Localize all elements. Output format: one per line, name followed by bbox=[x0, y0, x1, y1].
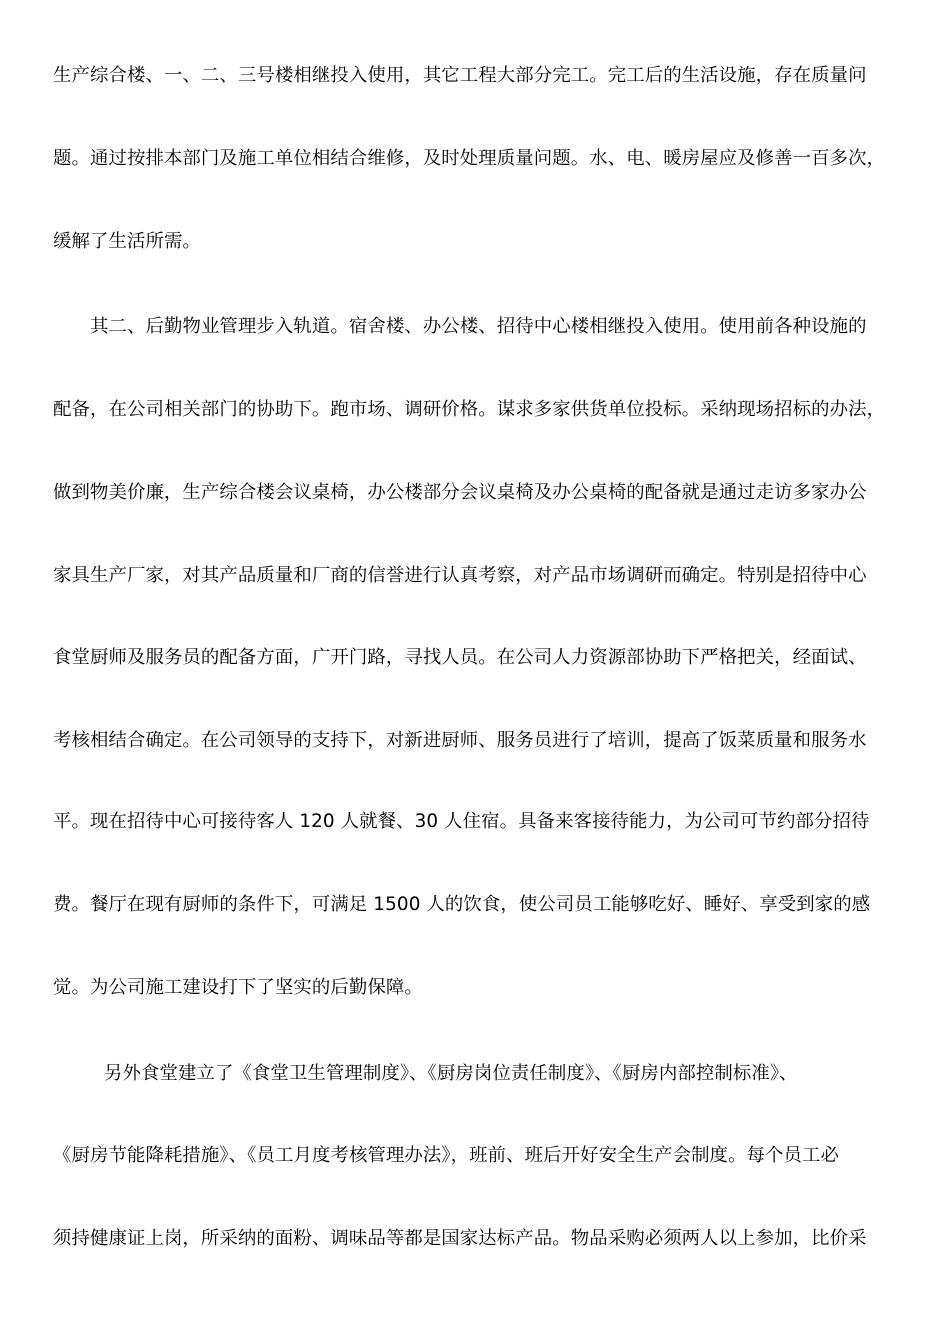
text-line: 平。现在招待中心可接待客人 120 人就餐、30 人住宿。具备来客接待能力，为公司可节约部分招待 bbox=[53, 811, 870, 832]
text-line: 另外食堂建立了《食堂卫生管理制度》、《厨房岗位责任制度》、《厨房内部控制标准》、 bbox=[104, 1063, 798, 1084]
text-line: 家具生产厂家，对其产品质量和厂商的信誉进行认真考察，对产品市场调研而确定。特别是招待中心 bbox=[53, 565, 867, 586]
text-line: 须持健康证上岗，所采纳的面粉、调味品等都是国家达标产品。物品采购必须两人以上参加，比价采 bbox=[53, 1228, 867, 1249]
text-line: 其二、后勤物业管理步入轨道。宿舍楼、办公楼、招待中心楼相继投入使用。使用前各种设施的 bbox=[90, 316, 867, 337]
text-line: 题。通过按排本部门及施工单位相结合维修，及时处理质量问题。水、电、暖房屋应及修善一百多次， bbox=[53, 148, 886, 169]
text-line: 做到物美价廉，生产综合楼会议桌椅，办公楼部分会议桌椅及办公桌椅的配备就是通过走访多家办公 bbox=[53, 482, 867, 503]
text-line: 缓解了生活所需。 bbox=[53, 231, 201, 252]
text-line: 费。餐厅在现有厨师的条件下，可满足 1500 人的饮食，使公司员工能够吃好、睡好、享受到家的感 bbox=[53, 894, 871, 915]
text-line: 配备，在公司相关部门的协助下。跑市场、调研价格。谋求多家供货单位投标。采纳现场招标的办法， bbox=[53, 399, 886, 420]
text-line: 《厨房节能降耗措施》、《员工月度考核管理办法》，班前、班后开好安全生产会制度。每个员工必 bbox=[53, 1145, 839, 1166]
text-line: 生产综合楼、一、二、三号楼相继投入使用，其它工程大部分完工。完工后的生活设施，存在质量问 bbox=[53, 65, 867, 86]
text-line: 食堂厨师及服务员的配备方面，广开门路，寻找人员。在公司人力资源部协助下严格把关，经面试、 bbox=[53, 647, 867, 668]
text-line: 考核相结合确定。在公司领导的支持下，对新进厨师、服务员进行了培训，提高了饭菜质量和服务水 bbox=[53, 730, 867, 751]
text-line: 觉。为公司施工建设打下了坚实的后勤保障。 bbox=[53, 977, 423, 998]
